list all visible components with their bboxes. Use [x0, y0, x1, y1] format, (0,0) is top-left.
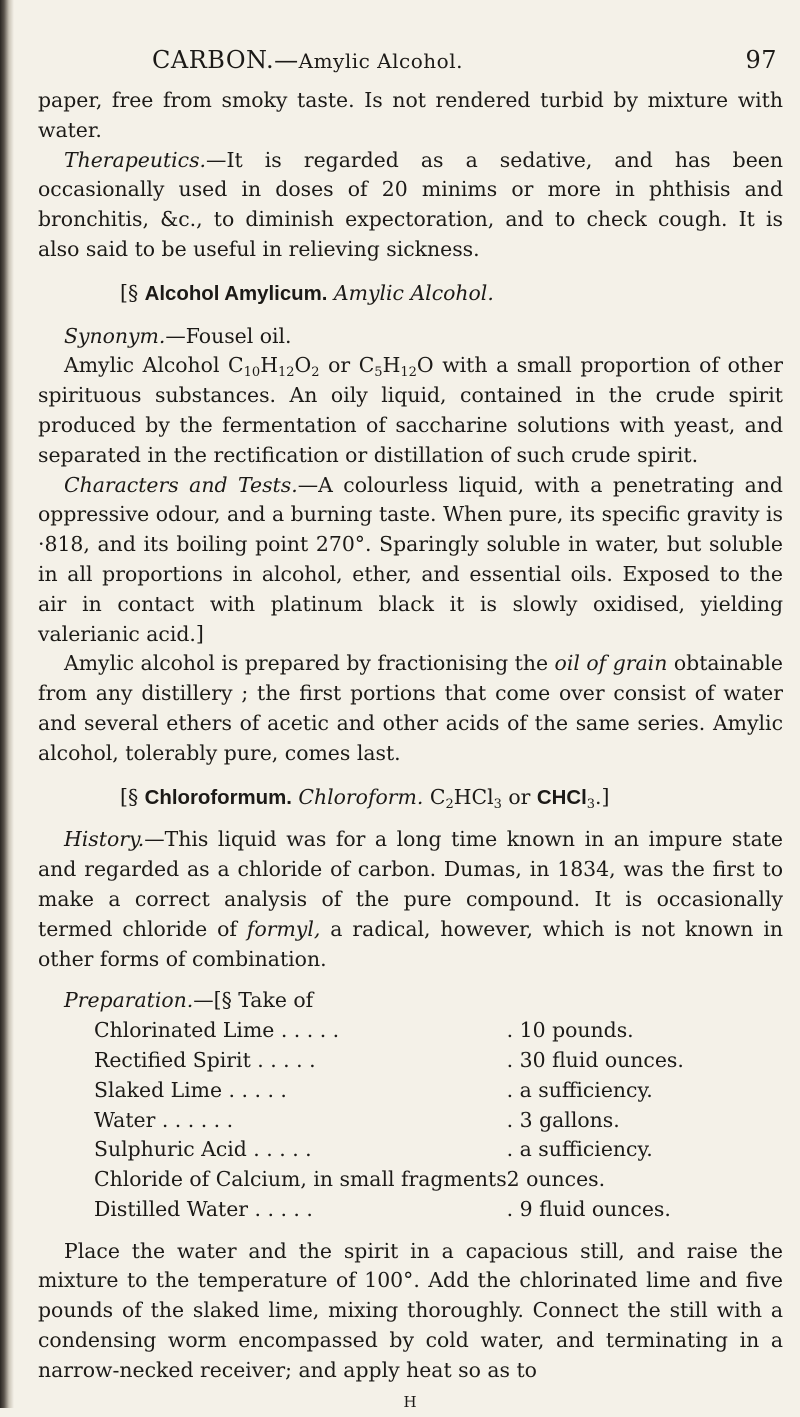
- paragraph-continuation: paper, free from smoky taste. Is not rendered turbid by mixture with water.: [38, 88, 783, 142]
- paragraph-method: Place the water and the spirit in a capacious still, and raise the mixture to the temperature of 100°. Add the chlorinated lime and five pounds of the slaked lime, mixing thoroughly. Connect the still with a condensing worm encompassed by cold water, and terminating in a narrow-necked receiver; and apply heat so as to: [38, 1238, 783, 1382]
- ingredient-name: Chlorinated Lime . . . . .: [94, 1018, 340, 1043]
- ingredient-quantity: . 9 fluid ounces.: [506, 1196, 671, 1221]
- paragraph-amylic-description: Amylic Alcohol $C_{10}H_{12}O_2$ or $C_5H_{12}O$ with a small proportion of other spirituous substances. An oily liquid, contained in the crude spirit produced by the fermentation of saccharine solutions with yeast, and separated in the rectification or distillation of such crude spirit.: [38, 353, 783, 467]
- ingredient-row: [94, 1076, 684, 1106]
- paragraph-characters-tests: Characters and Tests.—A colourless liquid, with a penetrating and oppressive odour, and a burning taste. When pure, its specific gravity is ·818, and its boiling point 270°. Sparingly soluble in water, but soluble in all proportions in alcohol, ether, and essential oils. Exposed to the air in contact with platinum black it is slowly oxidised, yielding valerianic acid.]: [38, 472, 783, 646]
- paragraph-history: History.—This liquid was for a long time known in an impure state and regarded as a chloride of carbon. Dumas, in 1834, was the first to make a correct analysis of the pure compound. It is occasionally termed chloride of formyl, a radical, however, which is not known in other forms of combination.: [38, 827, 783, 971]
- signature-mark: H: [403, 1392, 418, 1411]
- ingredient-quantity: . 30 fluid ounces.: [506, 1047, 684, 1072]
- spacer: [38, 1225, 783, 1237]
- ingredient-name: Distilled Water . . . . .: [94, 1196, 313, 1221]
- page-body: [38, 86, 783, 1417]
- heading-alcohol-amylicum: [§ Alcohol Amylicum. Amylic Alcohol.: [120, 280, 494, 305]
- heading-chloroformum: [§ Chloroformum. Chloroform. $C_2HCl_3$ or CHCl$_3$.]: [120, 784, 610, 812]
- ingredient-quantity: . 10 pounds.: [506, 1018, 634, 1043]
- ingredient-name: Rectified Spirit . . . . .: [94, 1047, 316, 1072]
- ingredient-row: [94, 1106, 684, 1136]
- paragraph-preparation-intro: Preparation.—[§ Take of: [64, 988, 314, 1013]
- ingredient-name: Water . . . . . .: [94, 1107, 234, 1132]
- spacer: [38, 974, 783, 986]
- ingredient-name: Slaked Lime . . . . .: [94, 1077, 287, 1102]
- ingredient-name: Chloride of Calcium, in small fragments: [94, 1167, 507, 1192]
- page-header: [38, 0, 783, 86]
- paragraph-therapeutics: Therapeutics.—It is regarded as a sedative, and has been occasionally used in doses of 20 minims or more in phthisis and bronchitis, &c., to diminish expectoration, and to check cough. It is also said to be useful in relieving sickness.: [38, 147, 783, 261]
- ingredient-quantity: . a sufficiency.: [506, 1137, 653, 1162]
- ingredient-row: [94, 1046, 684, 1076]
- ingredient-quantity: . 3 gallons.: [506, 1107, 620, 1132]
- page-binding-edge: [0, 0, 14, 1408]
- ingredient-row: [94, 1195, 684, 1225]
- ingredient-quantity: 2 ounces.: [506, 1167, 606, 1192]
- ingredient-row: [94, 1016, 684, 1046]
- ingredient-quantity: . a sufficiency.: [506, 1077, 653, 1102]
- ingredients-table: [94, 1016, 684, 1225]
- ingredient-name: Sulphuric Acid . . . . .: [94, 1137, 312, 1162]
- book-page: [38, 0, 783, 1417]
- therapeutics-label: Therapeutics.: [64, 147, 207, 172]
- page-number: 97: [745, 46, 777, 74]
- running-title: CARBON.—Amylic Alcohol.: [152, 46, 463, 74]
- paragraph-synonym: Synonym.—Fousel oil.: [64, 323, 292, 348]
- ingredient-row: [94, 1135, 684, 1165]
- ingredient-row: [94, 1165, 684, 1195]
- paragraph-amylic-preparation: Amylic alcohol is prepared by fractionising the oil of grain obtainable from any distillery ; the first portions that come over consist of water and several ethers of acetic and other acids of the same series. Amylic alcohol, tolerably pure, comes last.: [38, 651, 783, 765]
